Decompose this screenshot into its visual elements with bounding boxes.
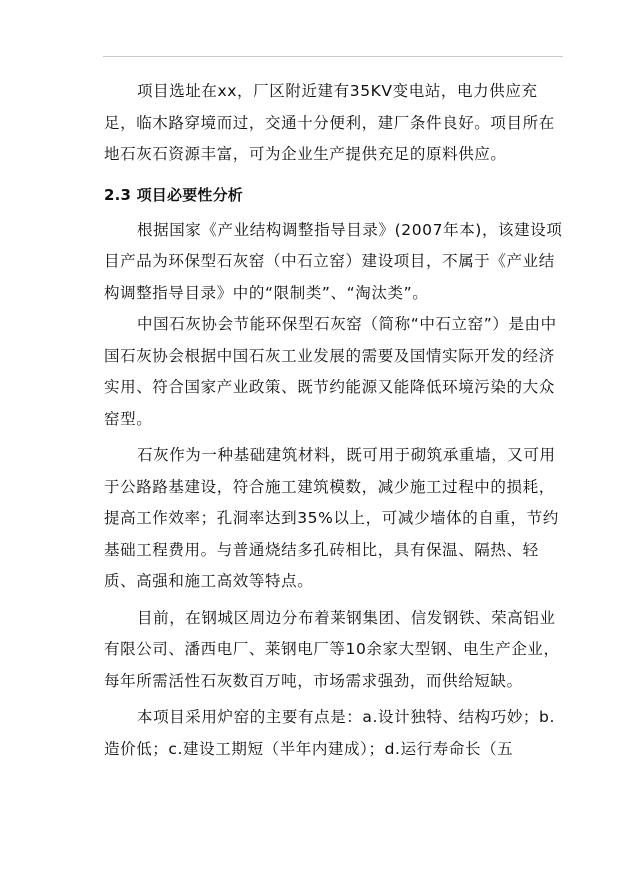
document-body	[104, 76, 564, 765]
header-rule	[103, 56, 563, 57]
paragraph-site-location: 项目选址在xx，厂区附近建有35KV变电站，电力供应充足，临木路穿境而过，交通十分便利，建厂条件良好。项目所在地石灰石资源丰富，可为企业生产提供充足的原料供应。	[104, 82, 555, 163]
section-heading: 2.3 项目必要性分析	[104, 185, 243, 204]
paragraph-kiln-advantages: 本项目采用炉窑的主要有点是：a.设计独特、结构巧妙；b.造价低；c.建设工期短（半年内建成）；d.运行寿命长（五	[104, 708, 555, 758]
paragraph-kiln-description: 中国石灰协会节能环保型石灰窑（简称“中石立窑”）是由中国石灰协会根据中国石灰工业发展的需要及国情实际开发的经济实用、符合国家产业政策、既节约能源又能降低环境污染的大众窑型。	[104, 315, 557, 428]
paragraph-market-demand: 目前，在钢城区周边分布着莱钢集团、信发钢铁、荣高铝业有限公司、潘西电厂、莱钢电厂等10余家大型钢、电生产企业，每年所需活性石灰数百万吨，市场需求强劲，而供给短缺。	[104, 608, 560, 690]
paragraph-industry-policy: 根据国家《产业结构调整指导目录》(2007年本)，该建设项目产品为环保型石灰窑（中石立窑）建设项目，不属于《产业结构调整指导目录》中的“限制类”、“淘汰类”。	[104, 220, 563, 302]
paragraph-lime-properties: 石灰作为一种基础建筑材料，既可用于砌筑承重墙，又可用于公路路基建设，符合施工建筑模数，减少施工过程中的损耗，提高工作效率；孔洞率达到35%以上，可减少墙体的自重，节约基础工程费用。与普通烧结多孔砖相比，具有保温、隔热、轻质、高强和施工高效等特点。	[104, 446, 559, 590]
